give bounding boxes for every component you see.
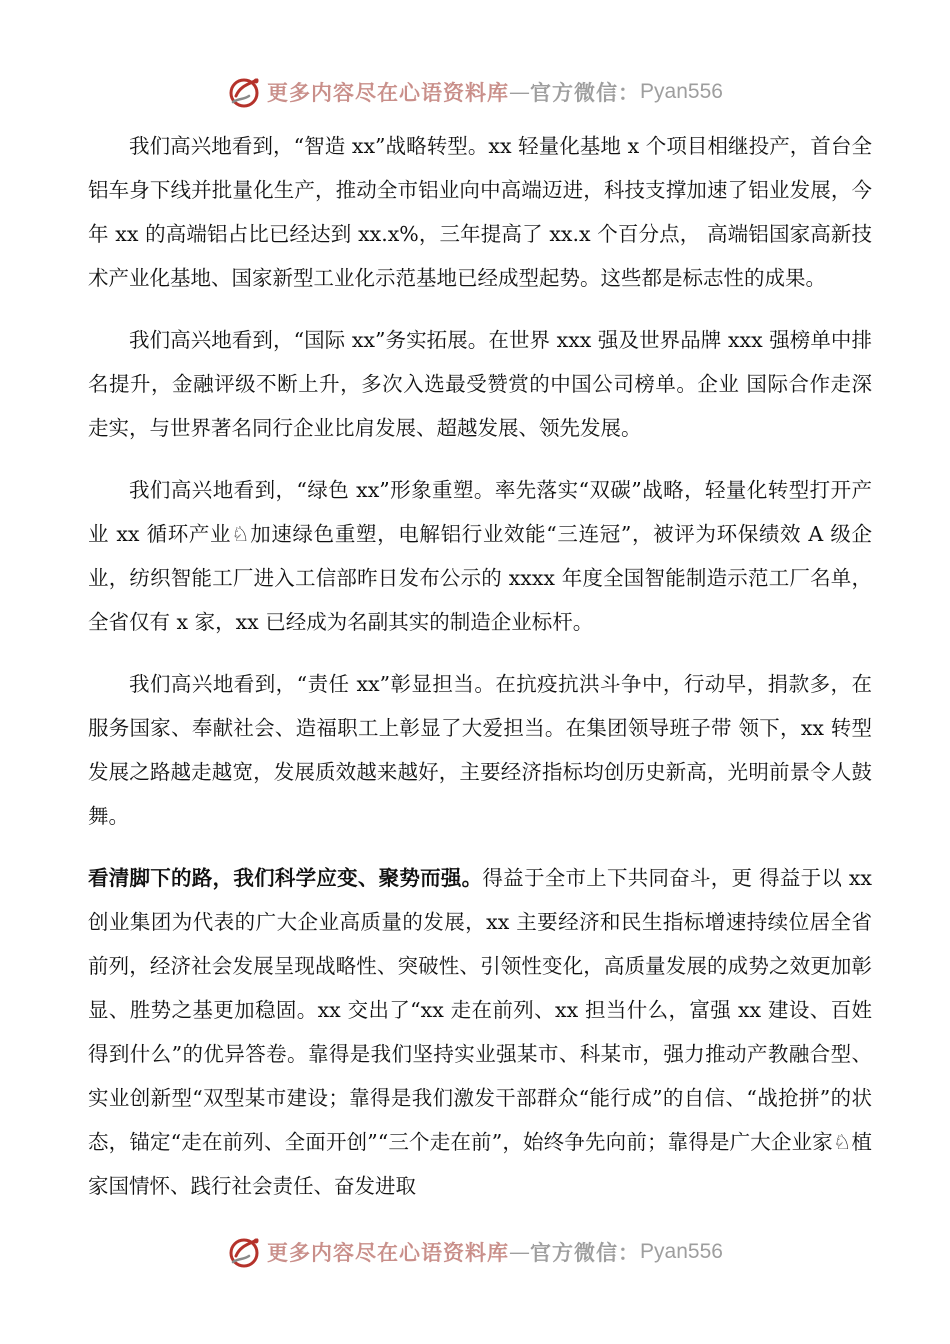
banner-text: 更多内容尽在心语资料库	[267, 80, 510, 105]
banner-separator: —	[509, 80, 531, 104]
paragraph-2: 我们高兴地看到，“国际 xx”务实拓展。在世界 xxx 强及世界品牌 xxx 强榜单中排名提升，金融评级不断上升，多次入选最受赞赏的中国公司榜单。企业 国际合作走深走实，与世界著名同行企业比肩发展、超越发展、领先发展。	[88, 328, 872, 440]
banner-wechat-id: Pyan556	[640, 1240, 723, 1263]
paragraph-5-heading: 看清脚下的路，我们科学应变、聚势而强。	[88, 866, 483, 890]
banner-official-label: 官方微信：	[530, 80, 641, 105]
paragraph-5	[88, 856, 872, 1208]
document-body	[88, 124, 872, 1208]
header-banner	[0, 72, 950, 112]
brand-logo-icon	[227, 1234, 263, 1270]
banner-official-label: 官方微信：	[530, 1240, 641, 1265]
paragraph-5-body: 得益于全市上下共同奋斗，更 得益于以 xx 创业集团为代表的广大企业高质量的发展，xx 主要经济和民生指标增速持续位居全省前列，经济社会发展呈现战略性、突破性、引领性变化，高质量发展的成势之效更加彰显、胜势之基更加稳固。xx 交出了“xx 走在前列、xx 担当什么，富强 xx 建设、百姓得到什么”的优异答卷。靠得是我们坚持实业强某市、科某市，强力推动产教融合型、实业创新型“双型某市建设；靠得是我们激发干部群众“能行成”的自信、“战抢拼”的状态，锚定“走在前列、全面开创”“三个走在前”，始终争先向前；靠得是广大企业家♘植家国情怀、践行社会责任、奋发进取	[88, 866, 872, 1198]
brand-logo-icon	[227, 74, 263, 110]
banner-separator: —	[509, 1240, 531, 1264]
banner-text: 更多内容尽在心语资料库	[267, 1240, 510, 1265]
paragraph-3: 我们高兴地看到，“绿色 xx”形象重塑。率先落实“双碳”战略，轻量化转型打开产业 xx 循环产业♘加速绿色重塑，电解铝行业效能“三连冠”，被评为环保绩效 A 级企业，纺织智能工厂进入工信部昨日发布公示的 xxxx 年度全国智能制造示范工厂名单，全省仅有 x 家，xx 已经成为名副其实的制造企业标杆。	[88, 478, 872, 634]
banner-wechat-id: Pyan556	[640, 80, 723, 103]
paragraph-1: 我们高兴地看到，“智造 xx”战略转型。xx 轻量化基地 x 个项目相继投产，首台全铝车身下线并批量化生产，推动全市铝业向中高端迈进，科技支撑加速了铝业发展，今年 xx 的高端铝占比已经达到 xx.x%，三年提高了 xx.x 个百分点， 高端铝国家高新技术产业化基地、国家新型工业化示范基地已经成型起势。这些都是标志性的成果。	[88, 134, 872, 290]
footer-banner	[0, 1232, 950, 1272]
paragraph-4: 我们高兴地看到，“责任 xx”彰显担当。在抗疫抗洪斗争中，行动早，捐款多，在服务国家、奉献社会、造福职工上彰显了大爱担当。在集团领导班子带 领下，xx 转型发展之路越走越宽，发展质效越来越好，主要经济指标均创历史新高，光明前景令人鼓舞。	[88, 672, 872, 828]
